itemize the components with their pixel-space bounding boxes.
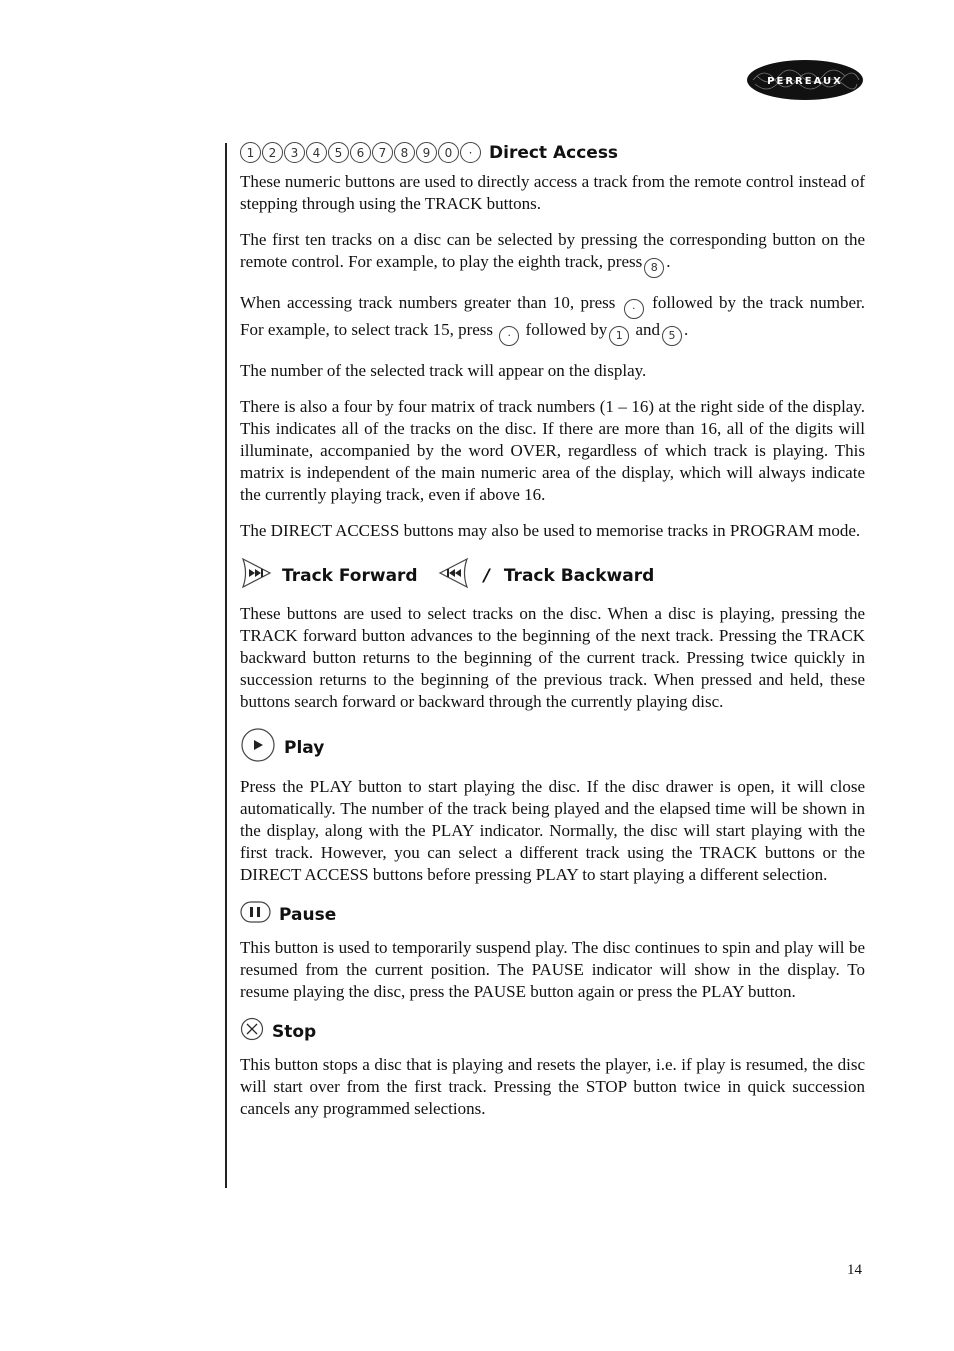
track-separator: /	[483, 565, 490, 586]
play-title: Play	[284, 737, 325, 758]
track-forward-icon	[240, 556, 274, 595]
key-dot-icon: ·	[460, 142, 481, 163]
play-icon	[240, 727, 276, 768]
key-dot-inline-icon: ·	[624, 299, 644, 319]
key-3-icon: 3	[284, 142, 305, 163]
stop-p1: This button stops a disc that is playing and resets the player, i.e. if play is resumed, the disc will start over from the first track. Pressing the STOP button twice in quick succession cancels any programmed selections.	[240, 1055, 865, 1118]
key-0-icon: 0	[438, 142, 459, 163]
key-dot-inline-icon: ·	[499, 326, 519, 346]
p3-text-a: When accessing track numbers greater than 10, press	[240, 293, 616, 312]
track-forward-title: Track Forward	[282, 565, 418, 586]
stop-title: Stop	[272, 1021, 317, 1042]
track-backward-icon	[436, 556, 470, 595]
perreaux-logo	[745, 58, 865, 102]
pause-p1: This button is used to temporarily suspend play. The disc continues to spin and play will be resumed from the current position. The PAUSE indicator will show in the display. To resume playing the disc, press the PAUSE button again or press the PLAY button.	[240, 938, 865, 1001]
direct-access-title: Direct Access	[489, 142, 619, 163]
direct-access-p3	[240, 292, 865, 346]
pause-title: Pause	[279, 904, 337, 925]
key-2-icon: 2	[262, 142, 283, 163]
track-p1: These buttons are used to select tracks on the disc. When a disc is playing, pressing the TRACK forward button advances to the beginning of the next track. Pressing the TRACK backward button returns to the beginning of the current track. Pressing twice quickly in succession returns to the beginning of the previous track. When pressed and held, these buttons search forward or backward through the currently playing disc.	[240, 604, 865, 711]
key-8-inline-icon: 8	[644, 258, 664, 278]
pause-heading	[240, 900, 865, 929]
numeric-keypad	[240, 142, 481, 163]
track-heading	[240, 556, 865, 595]
key-8-icon: 8	[394, 142, 415, 163]
p3-text-b: followed by the track number. For example, to select track 15, press	[240, 293, 866, 339]
pause-icon	[240, 900, 271, 929]
p3-text-e: .	[684, 320, 689, 339]
p3-text-d: and	[635, 320, 661, 339]
key-5-icon: 5	[328, 142, 349, 163]
direct-access-p2	[240, 229, 865, 278]
p2-text-b: .	[666, 252, 671, 271]
key-6-icon: 6	[350, 142, 371, 163]
track-backward-title: Track Backward	[503, 565, 655, 586]
p3-text-c: followed by	[525, 320, 608, 339]
play-p1: Press the PLAY button to start playing the disc. If the disc drawer is open, it will close automatically. The number of the track being played and the elapsed time will be shown in the display, along with the PLAY indicator. Normally, the disc will start playing with the first track. However, you can select a different track using the TRACK buttons or the DIRECT ACCESS buttons before pressing PLAY to start playing a different selection.	[240, 777, 865, 884]
key-1-inline-icon: 1	[609, 326, 629, 346]
key-1-icon: 1	[240, 142, 261, 163]
margin-rule	[225, 143, 227, 1188]
direct-access-p6: The DIRECT ACCESS buttons may also be used to memorise tracks in PROGRAM mode.	[240, 521, 861, 540]
direct-access-p5: There is also a four by four matrix of track numbers (1 – 16) at the right side of the display. This indicates all of the tracks on the disc. If there are more than 16, all of the digits will illuminate, accompanied by the word OVER, regardless of which track is playing. This matrix is independent of the main numeric area of the display, which will always indicate the currently playing track, even if above 16.	[240, 397, 865, 504]
direct-access-heading	[240, 142, 865, 163]
direct-access-p1: These numeric buttons are used to directly access a track from the remote control instead of stepping through using the TRACK buttons.	[240, 172, 865, 213]
key-9-icon: 9	[416, 142, 437, 163]
p2-text-a: The first ten tracks on a disc can be selected by pressing the corresponding button on the remote control. For example, to play the eighth track, press	[240, 230, 865, 271]
key-4-icon: 4	[306, 142, 327, 163]
stop-heading	[240, 1017, 865, 1046]
direct-access-p4: The number of the selected track will appear on the display.	[240, 361, 647, 380]
main-content	[240, 142, 865, 1134]
page-number: 14	[847, 1262, 862, 1278]
key-5-inline-icon: 5	[662, 326, 682, 346]
key-7-icon: 7	[372, 142, 393, 163]
logo-text: PERREAUX	[767, 76, 843, 87]
play-heading	[240, 727, 865, 768]
stop-icon	[240, 1017, 264, 1046]
